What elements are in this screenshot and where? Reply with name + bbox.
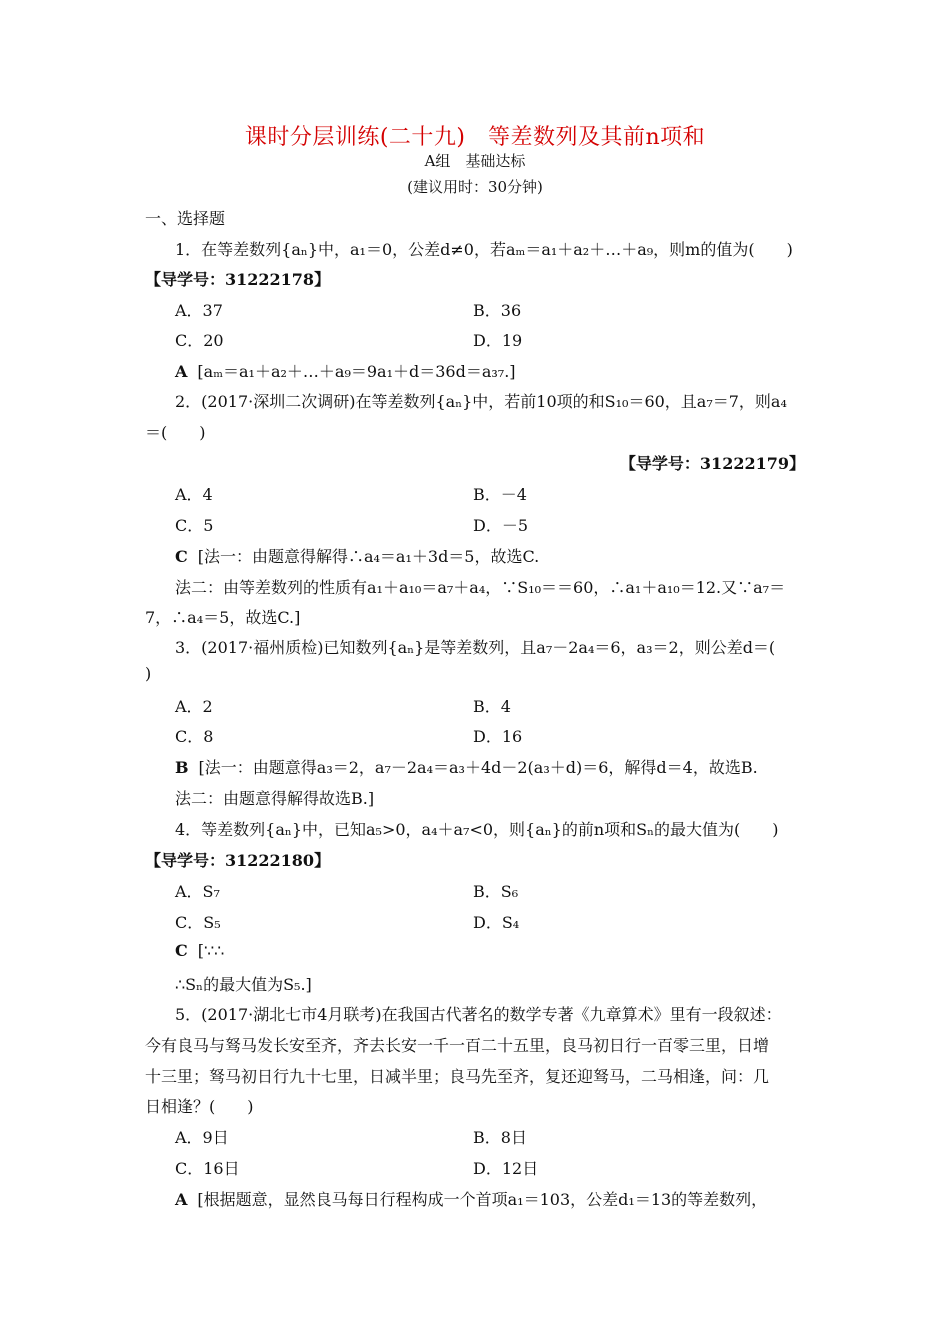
- suggested-time: (建议用时：30分钟): [407, 178, 543, 196]
- question-3-stem: 3．(2017·福州质检)已知数列{aₙ}是等差数列，且a₇－2a₄＝6，a₃＝2，则公差d＝(: [175, 638, 776, 657]
- question-5-solution: [175, 1187, 767, 1210]
- question-1-option-a: A．37: [175, 301, 223, 320]
- question-2-stem: 2．(2017·深圳二次调研)在等差数列{aₙ}中，若前10项的和S₁₀＝60，且a₇＝7，则a₄: [175, 392, 787, 411]
- question-3-solution-method-2: 法二：由题意得解得故选B.]: [175, 789, 375, 808]
- question-4-solution-text: [∵∴: [197, 941, 225, 960]
- question-2-stem-cont: ＝( ): [145, 423, 206, 442]
- question-5-solution-text: [根据题意，显然良马每日行程构成一个首项a₁＝103，公差d₁＝13的等差数列，: [197, 1190, 768, 1209]
- question-2-option-d: D．－5: [473, 516, 529, 535]
- question-1-option-d: D．19: [473, 331, 523, 350]
- question-4-stem: 4．等差数列{aₙ}中，已知a₅>0，a₄＋a₇<0，则{aₙ}的前n项和Sₙ的最大值为( ): [175, 820, 779, 839]
- question-3-solution: [175, 755, 758, 778]
- question-2-solution-text: [法一：由题意得解得∴a₄＝a₁＋3d＝5，故选C.: [197, 547, 540, 566]
- question-1-answer: A: [175, 362, 188, 381]
- question-3-solution-text: [法一：由题意得a₃＝2，a₇－2a₄＝a₃＋4d－2(a₃＋d)＝6，解得d＝4，故选B.: [198, 758, 758, 777]
- question-3-answer: B: [175, 758, 189, 777]
- question-4-guide-number: 【导学号：31222180】: [145, 851, 331, 870]
- question-4-option-b: B．S₆: [473, 882, 519, 901]
- group-label: A组 基础达标: [424, 152, 526, 170]
- question-1-solution-text: [aₘ＝a₁＋a₂＋…＋a₉＝9a₁＋d＝36d＝a₃₇.]: [197, 362, 516, 381]
- question-1-guide-number: 【导学号：31222178】: [145, 270, 331, 289]
- question-4-option-d: D．S₄: [473, 913, 520, 932]
- question-5-stem-line-3: 十三里；驽马初日行九十七里，日减半里；良马先至齐，复还迎驽马，二马相逢，问：几: [145, 1067, 770, 1086]
- question-3-option-d: D．16: [473, 727, 523, 746]
- question-5-option-a: A．9日: [175, 1128, 229, 1147]
- page-title: 课时分层训练(二十九) 等差数列及其前n项和: [244, 125, 706, 150]
- question-2-answer: C: [175, 547, 188, 566]
- question-4-solution-cont: ∴Sₙ的最大值为S₅.]: [175, 975, 312, 994]
- question-4-answer: C: [175, 941, 188, 960]
- question-2-solution-cont: 7，∴a₄＝5，故选C.]: [145, 608, 301, 627]
- question-5-option-b: B．8日: [473, 1128, 527, 1147]
- question-5-option-c: C．16日: [175, 1159, 240, 1178]
- question-4-solution: [175, 941, 224, 960]
- question-2-option-c: C．5: [175, 516, 214, 535]
- question-2-guide-number: 【导学号：31222179】: [619, 454, 805, 473]
- question-2-option-a: A．4: [175, 485, 213, 504]
- question-1-solution: [175, 359, 516, 382]
- question-3-option-b: B．4: [473, 697, 511, 716]
- question-4-option-a: A．S₇: [175, 882, 220, 901]
- question-5-stem-line-4: 日相逢？( ): [145, 1097, 254, 1116]
- question-5-stem: 5．(2017·湖北七市4月联考)在我国古代著名的数学专著《九章算术》里有一段叙述：: [175, 1005, 782, 1024]
- question-3-option-a: A．2: [175, 697, 213, 716]
- question-5-option-d: D．12日: [473, 1159, 539, 1178]
- question-5-answer: A: [175, 1190, 188, 1209]
- question-4-option-c: C．S₅: [175, 913, 221, 932]
- question-5-stem-line-2: 今有良马与驽马发长安至齐，齐去长安一千一百二十五里，良马初日行一百零三里，日增: [145, 1036, 770, 1055]
- question-1-option-c: C．20: [175, 331, 224, 350]
- question-2-option-b: B．－4: [473, 485, 527, 504]
- section-heading: 一、选择题: [145, 209, 226, 228]
- question-3-stem-cont: ): [145, 664, 152, 683]
- question-3-option-c: C．8: [175, 727, 214, 746]
- question-2-solution-method-2: 法二：由等差数列的性质有a₁＋a₁₀＝a₇＋a₄，∵S₁₀＝＝60，∴a₁＋a₁₀＝12.又∵a₇＝: [175, 578, 786, 597]
- question-1-stem: 1．在等差数列{aₙ}中，a₁＝0，公差d≠0，若aₘ＝a₁＋a₂＋…＋a₉，则m的值为( ): [175, 240, 793, 259]
- question-2-solution: [175, 544, 539, 567]
- question-1-option-b: B．36: [473, 301, 522, 320]
